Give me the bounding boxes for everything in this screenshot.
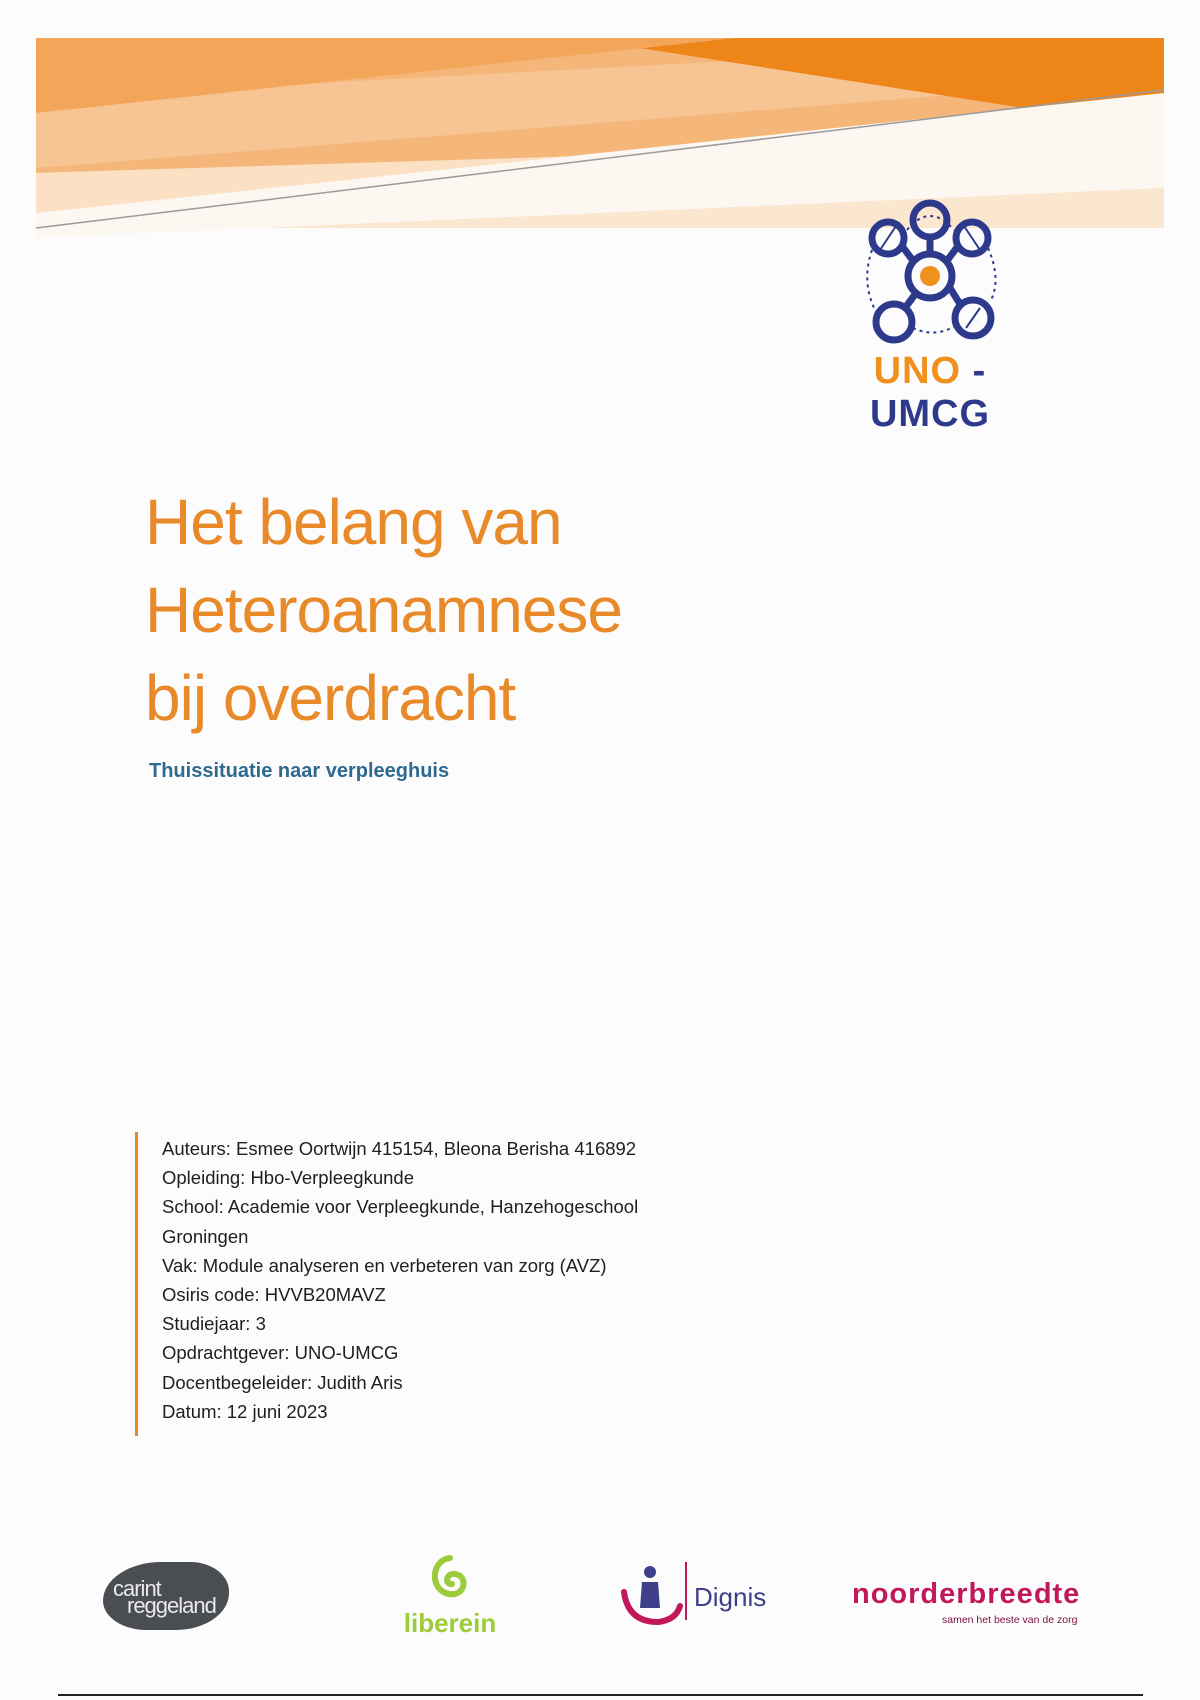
meta-school: School: Academie voor Verpleegkunde, Hanzehogeschool [162,1196,639,1218]
meta-program: Opleiding: Hbo-Verpleegkunde [162,1167,414,1189]
document-subtitle: Thuissituatie naar verpleeghuis [149,760,450,782]
partner-logos [0,1550,1200,1670]
footer-divider [58,1694,1143,1696]
logo-separator: - [961,350,987,392]
carint-text: carint [113,1576,161,1601]
liberein-swirl-icon [395,1550,505,1608]
carint-reggeland-logo [103,1562,231,1632]
meta-client: Opdrachtgever: UNO-UMCG [162,1342,399,1364]
liberein-text: liberein [403,1608,497,1638]
uno-network-icon [810,190,1050,350]
noorderbreedte-tagline: samen het beste van de zorg [942,1614,1078,1626]
noorderbreedte-logo [852,1578,1122,1628]
document-metadata [135,1132,762,1436]
meta-authors: Auteurs: Esmee Oortwijn 415154, Bleona Berisha 416892 [162,1138,637,1159]
dignis-text: Dignis [694,1582,767,1612]
logo-uno-text: UNO [873,350,962,392]
reggeland-text: reggeland [127,1593,216,1618]
meta-course: Vak: Module analyseren en verbeteren van zorg (AVZ) [162,1254,607,1276]
uno-umcg-wordmark [810,350,1050,436]
document-title [145,478,845,742]
title-line-3: bij overdracht [145,662,516,734]
meta-study-year: Studiejaar: 3 [162,1313,266,1335]
meta-osiris-code: Osiris code: HVVB20MAVZ [162,1284,386,1306]
logo-umcg-text: UMCG [869,393,991,435]
dignis-logo [618,1560,768,1640]
dignis-figure-icon [618,1560,690,1632]
noorderbreedte-text: noorderbreedte [852,1578,1081,1610]
liberein-logo [395,1550,505,1640]
meta-school-city: Groningen [162,1225,249,1247]
uno-umcg-logo [810,190,1070,435]
meta-supervisor: Docentbegeleider: Judith Aris [162,1371,403,1393]
title-line-1: Het belang van [145,486,562,558]
title-line-2: Heteroanamnese [145,574,622,646]
meta-date: Datum: 12 juni 2023 [162,1400,328,1422]
